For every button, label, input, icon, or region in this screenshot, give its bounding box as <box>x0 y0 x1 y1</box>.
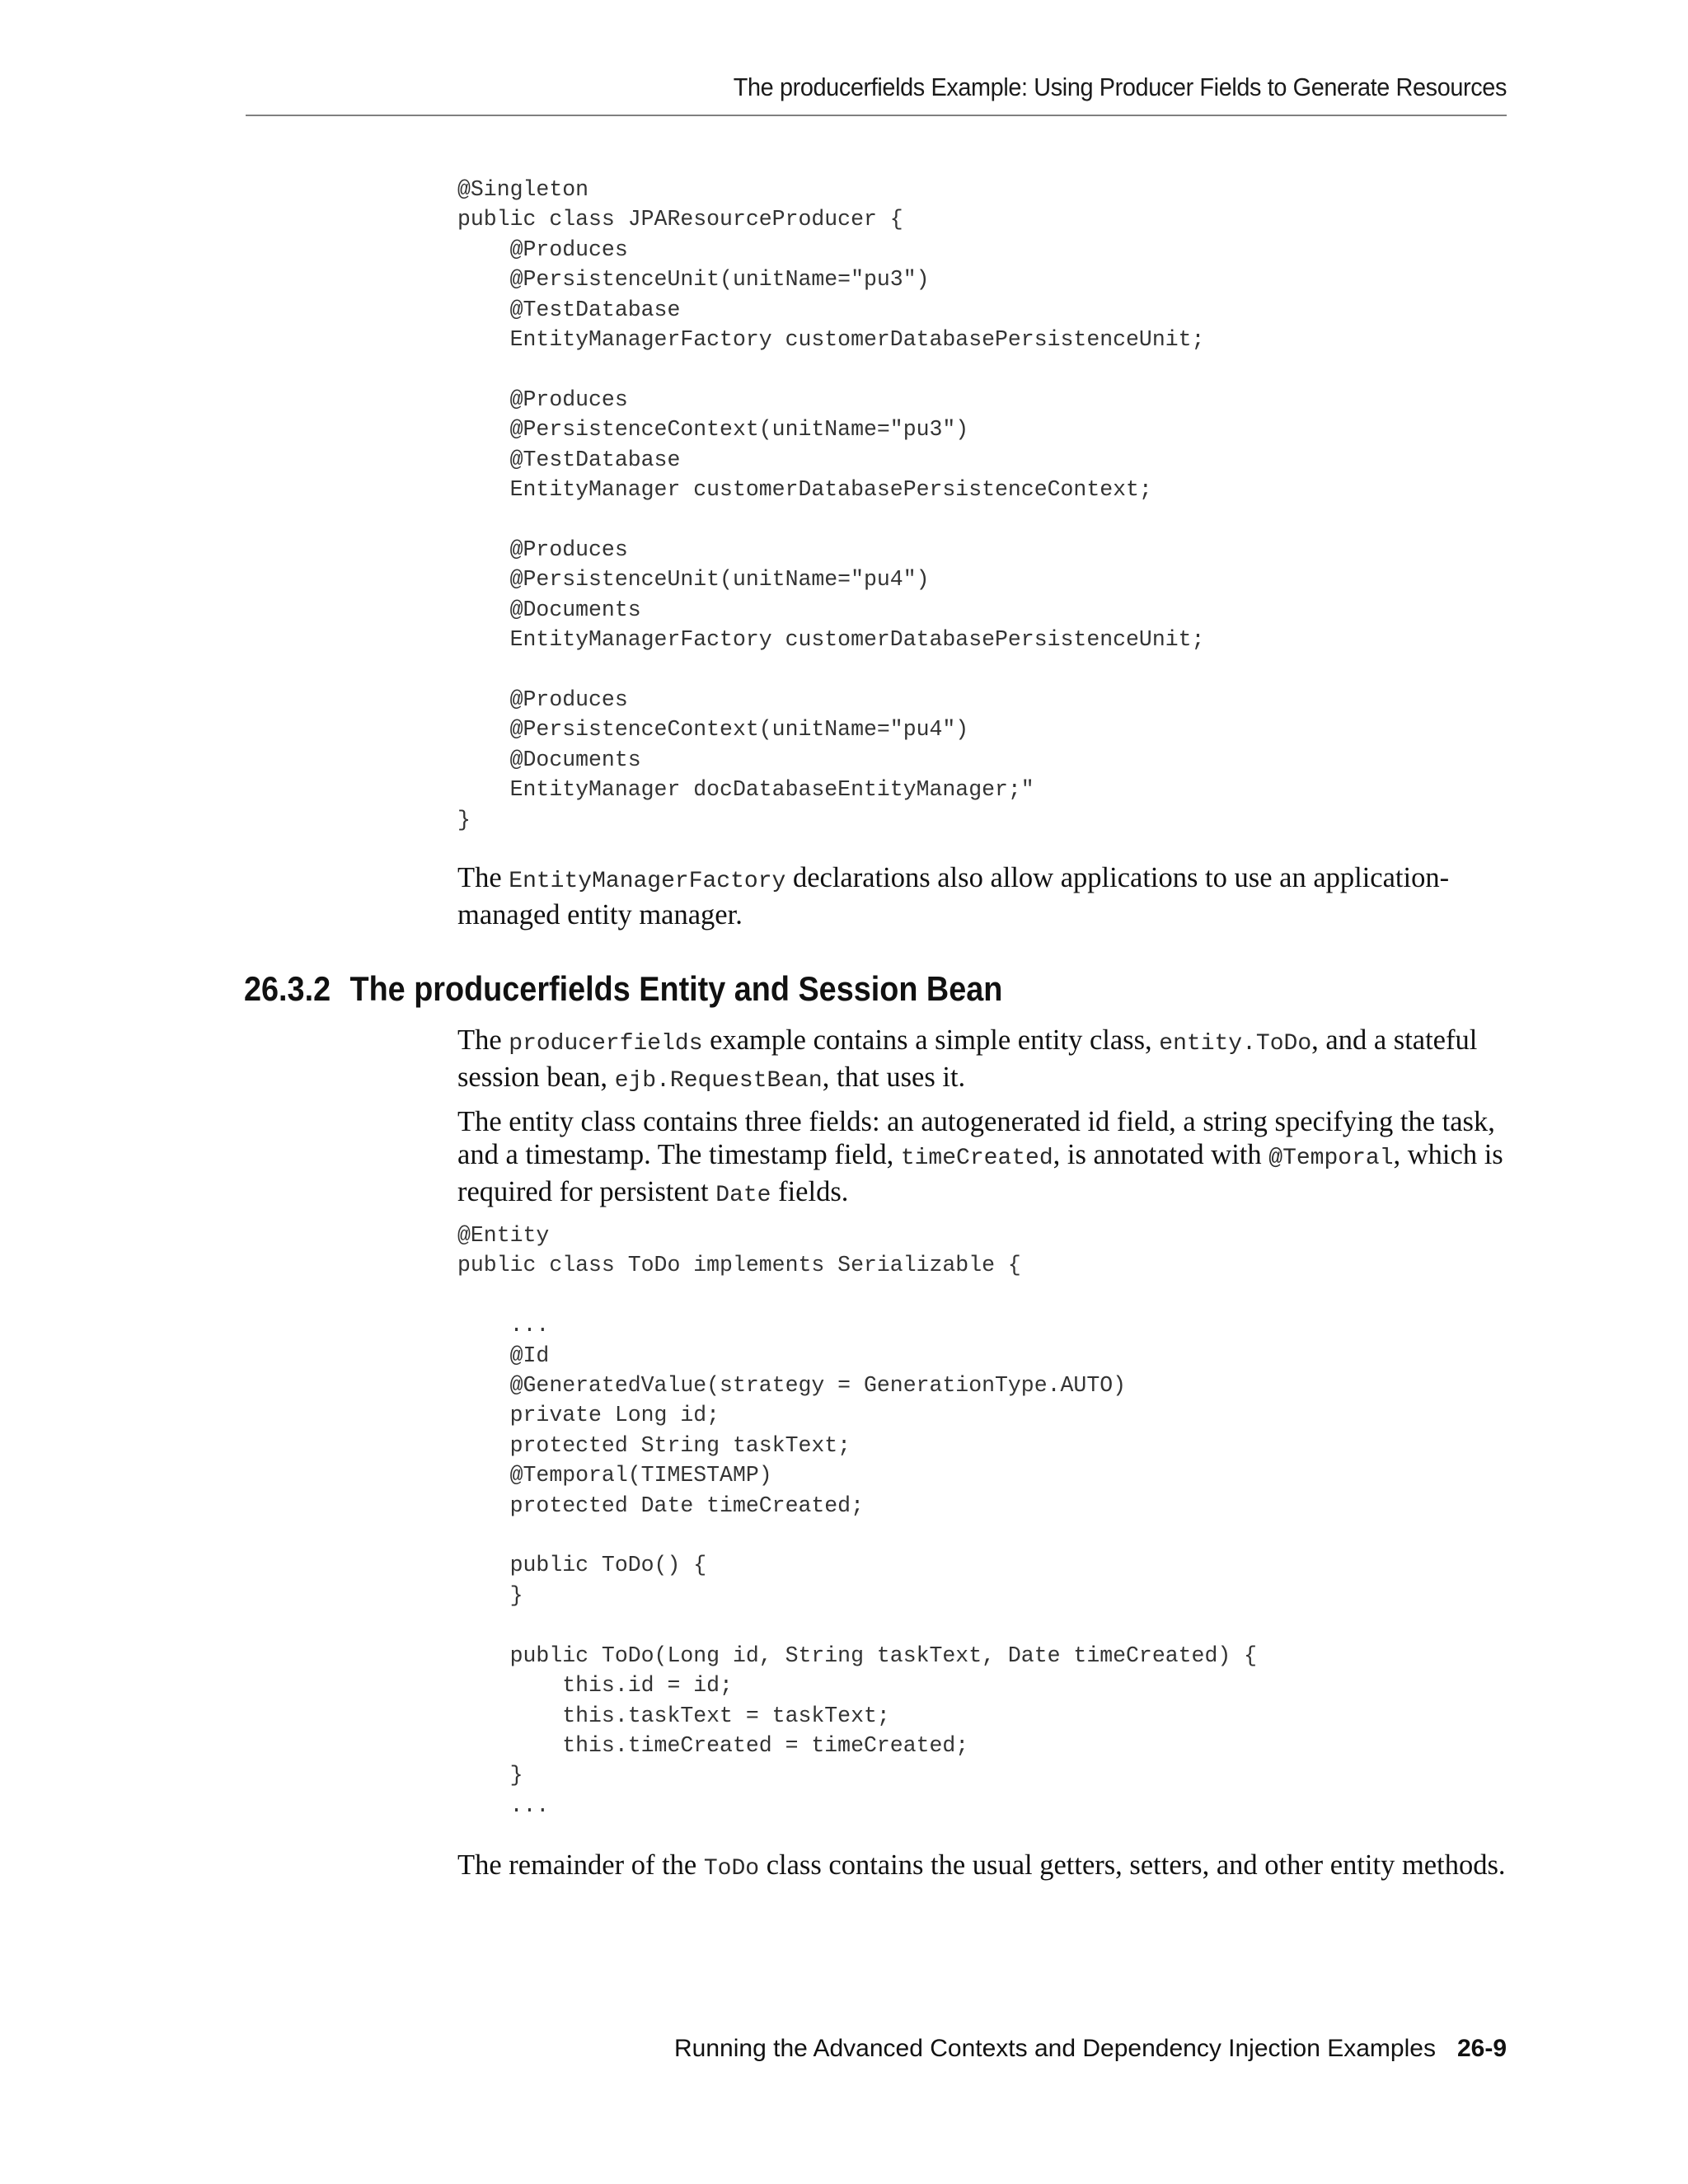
text-run: fields. <box>771 1176 849 1207</box>
text-run: The entity class contains three fields: an autogenerated id field, a string specifying the task, and a timestamp. The timestamp field, <box>457 1106 1495 1170</box>
text-run: declarations also allow applications to use an application-managed entity manager. <box>457 862 1450 930</box>
inline-code: entity.ToDo <box>1159 1031 1312 1057</box>
section-number: 26.3.2 <box>244 969 331 1008</box>
footer-chapter-title: Running the Advanced Contexts and Dependency Injection Examples <box>674 2035 1436 2062</box>
text-run: , and a stateful session bean, <box>457 1024 1478 1093</box>
text-run: example contains a simple entity class, <box>702 1024 1160 1056</box>
text-run: , that uses it. <box>822 1062 966 1093</box>
running-header: The producerfields Example: Using Producer Fields to Generate Resources <box>733 73 1507 101</box>
paragraph-entity-fields <box>457 1105 1508 1212</box>
text-run: The remainder of the <box>457 1849 704 1881</box>
inline-code: Date <box>715 1183 771 1208</box>
paragraph-entity-intro <box>457 1024 1508 1098</box>
page-number: 26-9 <box>1456 2035 1507 2062</box>
text-run: class contains the usual getters, setters, and other entity methods. <box>759 1849 1506 1881</box>
paragraph-entity-manager-factory <box>457 861 1508 931</box>
text-run: , is annotated with <box>1053 1139 1269 1170</box>
inline-code: EntityManagerFactory <box>509 869 786 894</box>
page-footer <box>246 2035 1507 2063</box>
inline-code: ejb.RequestBean <box>614 1068 823 1094</box>
text-run: The <box>457 862 509 893</box>
inline-code: @Temporal <box>1268 1146 1394 1171</box>
text-run: The <box>457 1024 509 1056</box>
code-block-jpa-resource-producer: @Singleton public class JPAResourceProducer { @Produces @PersistenceUnit(unitName="pu3") @TestDatabase EntityManagerFactory customerDatabasePersistenceUnit; @Produces @PersistenceContext(unitName="pu3") @TestDatabase EntityManager customerDatabasePersistenceContext; @Produces @PersistenceUnit(unitName="pu4") @Documents EntityManagerFactory customerDatabasePersistenceUnit; @Produces @PersistenceContext(unitName="pu4") @Documents EntityManager docDatabaseEntityManager;" } <box>457 177 1205 832</box>
inline-code: producerfields <box>509 1031 703 1057</box>
code-block-todo-entity: @Entity public class ToDo implements Serializable { ... @Id @GeneratedValue(strategy = GenerationType.AUTO) private Long id; protected String taskText; @Temporal(TIMESTAMP) protected Date timeCreated; public ToDo() { } public ToDo(Long id, String taskText, Date timeCreated) { this.id = id; this.taskText = taskText; this.timeCreated = timeCreated; } ... <box>457 1223 1258 1818</box>
text-run: , which is required for persistent <box>457 1139 1503 1207</box>
header-rule <box>246 115 1507 116</box>
paragraph-todo-remainder <box>457 1849 1508 1886</box>
inline-code: ToDo <box>703 1856 760 1882</box>
inline-code: timeCreated <box>900 1146 1053 1171</box>
section-title: The producerfields Entity and Session Bean <box>349 969 1003 1008</box>
section-heading <box>244 969 1002 1009</box>
